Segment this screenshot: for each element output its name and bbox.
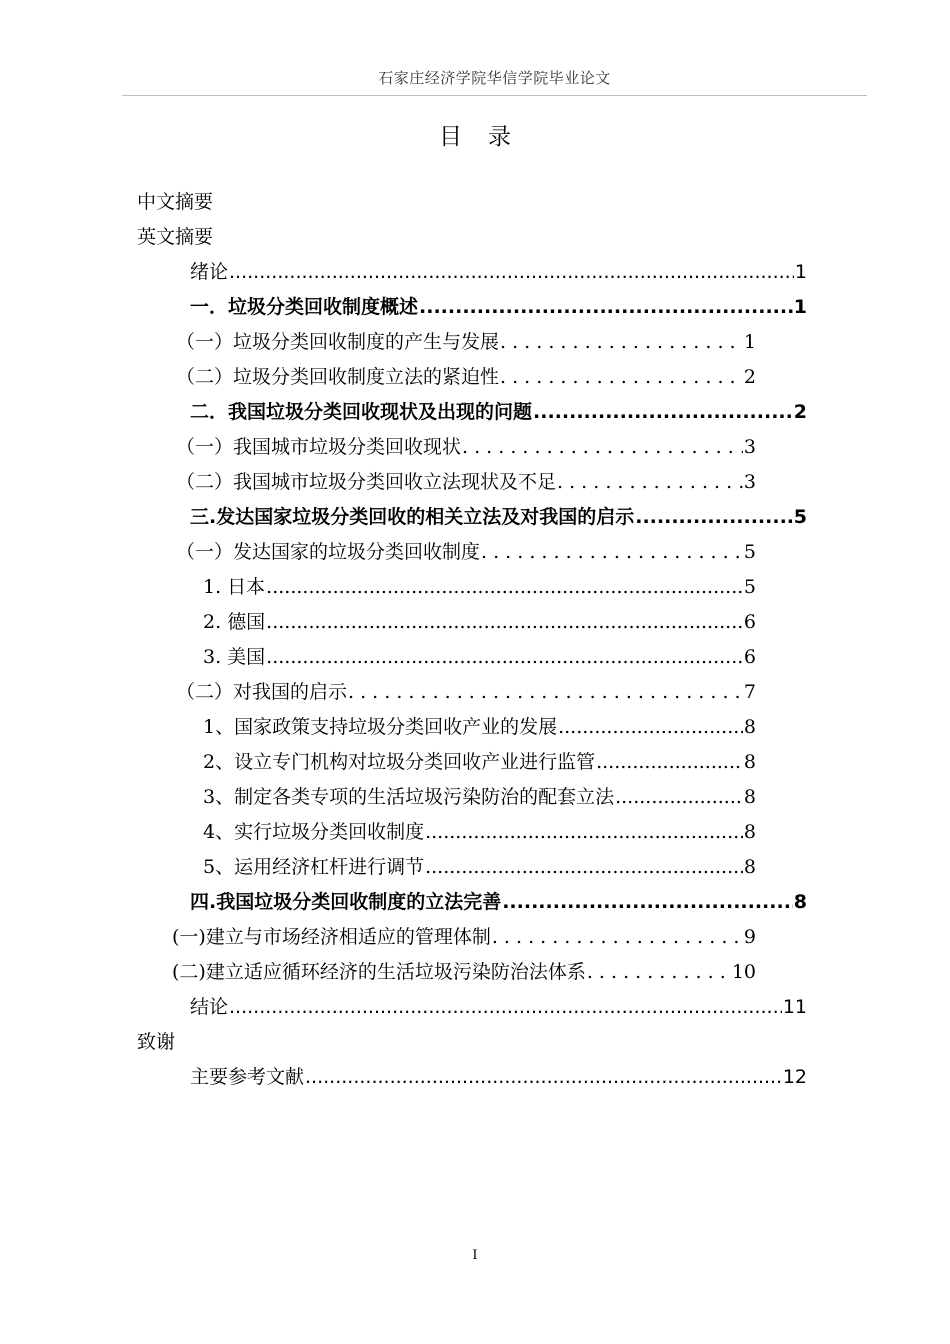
header-divider xyxy=(122,95,867,96)
toc-entry-page: 5 xyxy=(743,576,756,598)
toc-leader xyxy=(587,955,731,990)
toc-entry-chapter-2[interactable] xyxy=(190,395,807,430)
toc-entry-label: （一）我国城市垃圾分类回收现状 xyxy=(176,436,462,458)
toc-leader xyxy=(266,570,743,605)
toc-entry-label: 1、国家政策支持垃圾分类回收产业的发展 xyxy=(203,716,558,738)
toc-entry-page: 8 xyxy=(743,716,756,738)
toc-entry-3-2[interactable] xyxy=(176,675,756,710)
toc-entry-label: 致谢 xyxy=(137,1031,176,1053)
toc-leader xyxy=(348,675,743,710)
toc-leader xyxy=(492,920,743,955)
toc-entry-references[interactable] xyxy=(190,1060,807,1095)
title-char-2: 录 xyxy=(488,124,511,150)
title-char-1: 目 xyxy=(439,124,462,150)
toc-entry-label: 英文摘要 xyxy=(137,226,214,248)
toc-entry-label: 结论 xyxy=(190,996,229,1018)
toc-entry-1-1[interactable] xyxy=(176,325,756,360)
toc-leader xyxy=(425,815,743,850)
toc-entry-page: 8 xyxy=(743,786,756,808)
running-header: 石家庄经济学院华信学院毕业论文 xyxy=(378,69,611,87)
toc-leader xyxy=(596,745,743,780)
toc-entry-chinese-abstract[interactable] xyxy=(137,185,213,220)
toc-leader xyxy=(266,640,743,675)
toc-entry-4-2[interactable] xyxy=(172,955,756,990)
toc-entry-label: (二)建立适应循环经济的生活垃圾污染防治法体系 xyxy=(172,961,586,983)
toc-entry-conclusion[interactable] xyxy=(190,990,807,1025)
toc-leader xyxy=(615,780,743,815)
toc-entry-2-2[interactable] xyxy=(176,465,756,500)
toc-entry-chapter-4[interactable] xyxy=(190,885,807,920)
toc-entry-page: 7 xyxy=(743,681,756,703)
page-number: I xyxy=(472,1248,478,1263)
toc-entry-3-2-4[interactable] xyxy=(203,815,756,850)
toc-leader xyxy=(500,325,743,360)
toc-leader xyxy=(635,500,793,535)
toc-entry-page: 2 xyxy=(793,401,807,423)
toc-entry-label: 1. 日本 xyxy=(203,576,266,598)
toc-entry-chapter-3[interactable] xyxy=(190,500,807,535)
toc-leader xyxy=(229,990,782,1025)
toc-entry-label: 5、运用经济杠杆进行调节 xyxy=(203,856,425,878)
toc-entry-3-1[interactable] xyxy=(176,535,756,570)
toc-entry-label: 绪论 xyxy=(190,261,229,283)
toc-entry-page: 8 xyxy=(743,821,756,843)
toc-entry-label: （二）我国城市垃圾分类回收立法现状及不足 xyxy=(176,471,557,493)
toc-entry-3-1-2[interactable] xyxy=(203,605,756,640)
toc-entry-label: 中文摘要 xyxy=(137,191,214,213)
toc-leader xyxy=(557,465,743,500)
toc-entry-label: 主要参考文献 xyxy=(190,1066,305,1088)
toc-entry-introduction[interactable] xyxy=(190,255,807,290)
toc-entry-page: 9 xyxy=(743,926,756,948)
toc-leader xyxy=(425,850,743,885)
toc-entry-page: 5 xyxy=(743,541,756,563)
toc-entry-page: 3 xyxy=(743,436,756,458)
toc-entry-label: 二．我国垃圾分类回收现状及出现的问题 xyxy=(190,401,533,423)
toc-entry-label: 四.我国垃圾分类回收制度的立法完善 xyxy=(190,891,502,913)
toc-entry-label: （一）垃圾分类回收制度的产生与发展 xyxy=(176,331,500,353)
toc-entry-page: 5 xyxy=(793,506,807,528)
toc-entry-label: 3. 美国 xyxy=(203,646,266,668)
toc-entry-label: （一）发达国家的垃圾分类回收制度 xyxy=(176,541,481,563)
toc-leader xyxy=(305,1060,782,1095)
page-title xyxy=(0,118,950,151)
toc-entry-page: 1 xyxy=(794,261,807,283)
toc-entry-english-abstract[interactable] xyxy=(137,220,213,255)
toc-entry-page: 1 xyxy=(743,331,756,353)
toc-leader xyxy=(229,255,794,290)
toc-entry-page: 10 xyxy=(731,961,756,983)
toc-entry-page: 3 xyxy=(743,471,756,493)
toc-leader xyxy=(533,395,793,430)
toc-entry-label: 2、设立专门机构对垃圾分类回收产业进行监管 xyxy=(203,751,596,773)
toc-entry-page: 6 xyxy=(743,611,756,633)
toc-entry-2-1[interactable] xyxy=(176,430,756,465)
toc-leader xyxy=(558,710,743,745)
toc-entry-3-2-5[interactable] xyxy=(203,850,756,885)
toc-entry-page: 11 xyxy=(782,996,807,1018)
toc-entry-label: 三.发达国家垃圾分类回收的相关立法及对我国的启示 xyxy=(190,506,635,528)
toc-entry-label: 3、制定各类专项的生活垃圾污染防治的配套立法 xyxy=(203,786,615,808)
toc-entry-3-1-3[interactable] xyxy=(203,640,756,675)
toc-entry-page: 8 xyxy=(743,751,756,773)
toc-entry-acknowledgements[interactable] xyxy=(137,1025,175,1060)
toc-leader xyxy=(419,290,793,325)
toc-leader xyxy=(500,360,743,395)
toc-leader xyxy=(481,535,743,570)
toc-entry-page: 8 xyxy=(743,856,756,878)
toc-entry-label: (一)建立与市场经济相适应的管理体制 xyxy=(172,926,491,948)
toc-entry-label: 4、实行垃圾分类回收制度 xyxy=(203,821,425,843)
toc-entry-label: 一．垃圾分类回收制度概述 xyxy=(190,296,419,318)
toc-entry-page: 1 xyxy=(793,296,807,318)
toc-entry-page: 2 xyxy=(743,366,756,388)
toc-leader xyxy=(502,885,793,920)
toc-entry-chapter-1[interactable] xyxy=(190,290,807,325)
toc-entry-3-2-3[interactable] xyxy=(203,780,756,815)
toc-entry-1-2[interactable] xyxy=(176,360,756,395)
toc-entry-label: （二）垃圾分类回收制度立法的紧迫性 xyxy=(176,366,500,388)
toc-entry-3-1-1[interactable] xyxy=(203,570,756,605)
toc-entry-3-2-2[interactable] xyxy=(203,745,756,780)
toc-entry-label: （二）对我国的启示 xyxy=(176,681,348,703)
toc-entry-page: 8 xyxy=(793,891,807,913)
toc-leader xyxy=(462,430,743,465)
toc-entry-3-2-1[interactable] xyxy=(203,710,756,745)
toc-entry-page: 6 xyxy=(743,646,756,668)
toc-entry-label: 2. 德国 xyxy=(203,611,266,633)
toc-entry-page: 12 xyxy=(782,1066,807,1088)
toc-entry-4-1[interactable] xyxy=(172,920,756,955)
toc-leader xyxy=(266,605,743,640)
